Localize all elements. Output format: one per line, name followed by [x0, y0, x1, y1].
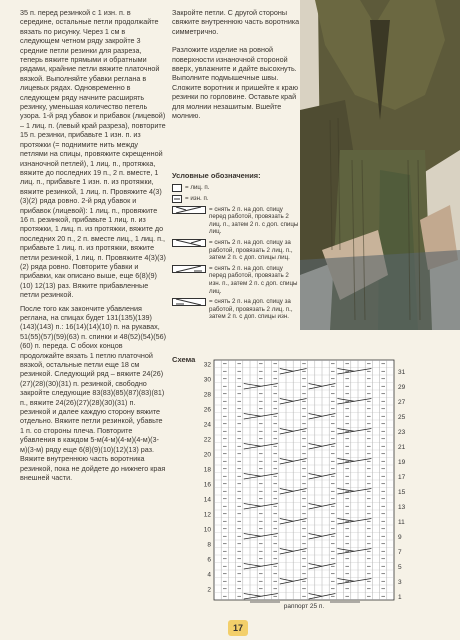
legend-text: = лиц. п. — [185, 183, 210, 191]
page-number: 17 — [228, 620, 248, 636]
page-number-badge — [228, 620, 248, 636]
row-label: 19 — [398, 459, 406, 466]
row-label: 26 — [203, 406, 211, 414]
row-label: 6 — [207, 556, 211, 564]
row-label: 25 — [398, 414, 406, 421]
legend-title: Условные обозначения: — [172, 171, 261, 180]
row-label: 14 — [203, 496, 211, 504]
row-label: 12 — [203, 511, 211, 519]
chart-grid — [214, 360, 394, 600]
row-label: 10 — [203, 526, 211, 534]
row-label: 11 — [398, 519, 405, 526]
legend-item — [172, 206, 300, 236]
cable-right-symbol — [172, 206, 206, 214]
legend-item — [172, 298, 300, 321]
row-label: 20 — [203, 451, 211, 459]
repeat-label: раппорт 25 п. — [283, 603, 325, 610]
row-label: 8 — [207, 541, 211, 549]
legend-item — [172, 195, 300, 203]
row-label: 13 — [398, 504, 406, 511]
cable-purl-right-symbol — [172, 265, 206, 273]
sweater-photo — [300, 0, 460, 330]
row-label: 3 — [398, 579, 402, 586]
purl-stitch-symbol — [172, 195, 182, 203]
row-label: 28 — [203, 391, 211, 399]
cable-left-symbol — [172, 239, 206, 247]
row-label: 4 — [207, 571, 211, 579]
cable-purl-left-symbol — [172, 298, 206, 306]
row-label: 29 — [398, 384, 406, 391]
row-label: 9 — [398, 534, 402, 541]
middle-text-column — [172, 8, 300, 129]
left-text-column — [20, 8, 166, 482]
legend — [172, 172, 300, 324]
row-label: 32 — [203, 361, 211, 369]
chart-right-labels — [398, 369, 406, 601]
row-label: 31 — [398, 369, 406, 376]
row-label: 2 — [207, 586, 211, 594]
row-label: 17 — [398, 474, 406, 481]
row-label: 15 — [398, 489, 406, 496]
legend-text: = снять 2 п. на доп. спицу за работой, провязать 2 лиц. п., затем 2 п. с доп. спицы изн. — [209, 298, 293, 321]
row-label: 16 — [203, 481, 211, 489]
row-label: 27 — [398, 399, 406, 406]
paragraph: После того как закончите убавления реглана, на спицах будет 131(135)(139)(143)(143) п.: 16(14)(14)(10) п. на рукавах, 51(55)(57)(59)(63) п. спинки и 48(52)(54)(56)(60) п. переда. С обоих концов продолжайте вязать 1 петлю платочной вязкой, остальные петли еще 18 см резинкой. Следующий ряд – вяжите 24(26)(27)(28)(30)(31) п. резинкой, свободно закройте следующие 83(83)(85)(87)(83)(81) п., вяжите 24(26)(27)(28)(30)(31) п. резинкой и далее каждую сторону вяжите отдельно. Вяжите петли резинкой, убавьте 1 п. со стороны плеча. Повторите убавления в каждом 5-м(4-м)(4-м)(4-м)(3-м)(3-м) ряду еще 6(8)(9)(10)(12)(13) раз. Вяжите внутреннюю часть воротника резинкой, пока не дойдете до нижнего края внешней части. — [20, 303, 166, 482]
row-label: 23 — [398, 429, 406, 436]
chart-left-labels — [204, 362, 212, 594]
paragraph: Разложите изделие на ровной поверхности изнаночной стороной вверх, увлажните и дайте высохнуть. Выполните подмышечные швы. Сложите воротник и пришейте к краю резинки по горловине. Оставьте край для молнии незашитым. Вшейте молнию. — [172, 45, 298, 121]
legend-text: = снять 2 п. на доп. спицу перед работой, провязать 2 изн. п., затем 2 п. с доп. спицы лиц. — [209, 264, 298, 295]
row-label: 18 — [203, 466, 211, 474]
legend-text: = изн. п. — [185, 194, 209, 202]
legend-item — [172, 265, 300, 295]
scheme-title: Схема — [172, 355, 196, 364]
legend-item — [172, 239, 300, 262]
row-label: 7 — [398, 549, 402, 556]
legend-item — [172, 184, 300, 192]
legend-text: = снять 2 п. на доп. спицу перед работой, провязать 2 лиц. п., затем 2 п. с доп. спицы лиц. — [209, 205, 299, 236]
knitting-chart — [194, 356, 424, 612]
knit-stitch-symbol — [172, 184, 182, 192]
row-label: 21 — [398, 444, 406, 451]
row-label: 1 — [398, 594, 402, 601]
row-label: 22 — [203, 436, 211, 444]
paragraph: Закройте петли. С другой стороны свяжите внутреннюю часть воротника симметрично. — [172, 8, 300, 36]
legend-text: = снять 2 п. на доп. спицу за работой, провязать 2 лиц. п., затем 2 п. с доп. спицы лиц. — [209, 238, 293, 262]
row-label: 30 — [203, 376, 211, 384]
row-label: 5 — [398, 564, 402, 571]
row-label: 24 — [203, 421, 211, 429]
paragraph: 35 п. перед резинкой с 1 изн. п. в середине, остальные петли продолжайте вязать по рисунку. Через 1 см в следующем четном ряду закройте 3 средние петли резинки для разреза, теперь вяжите прямыми и обратными рядами, крайние петли вяжите платочной вязкой. Выполняйте убавки реглана в лицевых рядах. Одновременно в следующем ряду начните расширять резинку, уменьшая количество петель узора. 1-й ряд убавок и прибавок (лицевой) – 1 лиц. п. (левый край разреза), повторите 15 п. резинки, прибавьте 1 изн. п. из протяжки (= поднимите нить между петлями на спицы, провяжите скрещенной изнаночной петлей), 1 лиц. п., протяжка, вяжите до последних 19 п., 2 п. вместе, 1 лиц. п., прибавьте 1 изн. п. из протяжки, вяжите резинкой, 1 лиц. п. Провяжите 4(3)(3)(2) ряда ровно. 2-й ряд убавок и прибавок (лицевой): 1 лиц. п., провяжите 16 п. резинкой, прибавьте 1 лиц. п. из протяжки, 1 лиц. п. из протяжки, вяжите до последних 20 п., 2 п. вместе лиц., 1 лиц. п., прибавьте 1 лиц. п. из протяжки, вяжите петли резинкой, 1 лиц. п. Провяжите 4(3)(3)(2) ряда ровно. Повторите убавки и прибавки, как описано выше, еще 6(8)(9)(10) 12(13) раз. Вяжите прибавленные петли резинкой. — [20, 8, 166, 300]
